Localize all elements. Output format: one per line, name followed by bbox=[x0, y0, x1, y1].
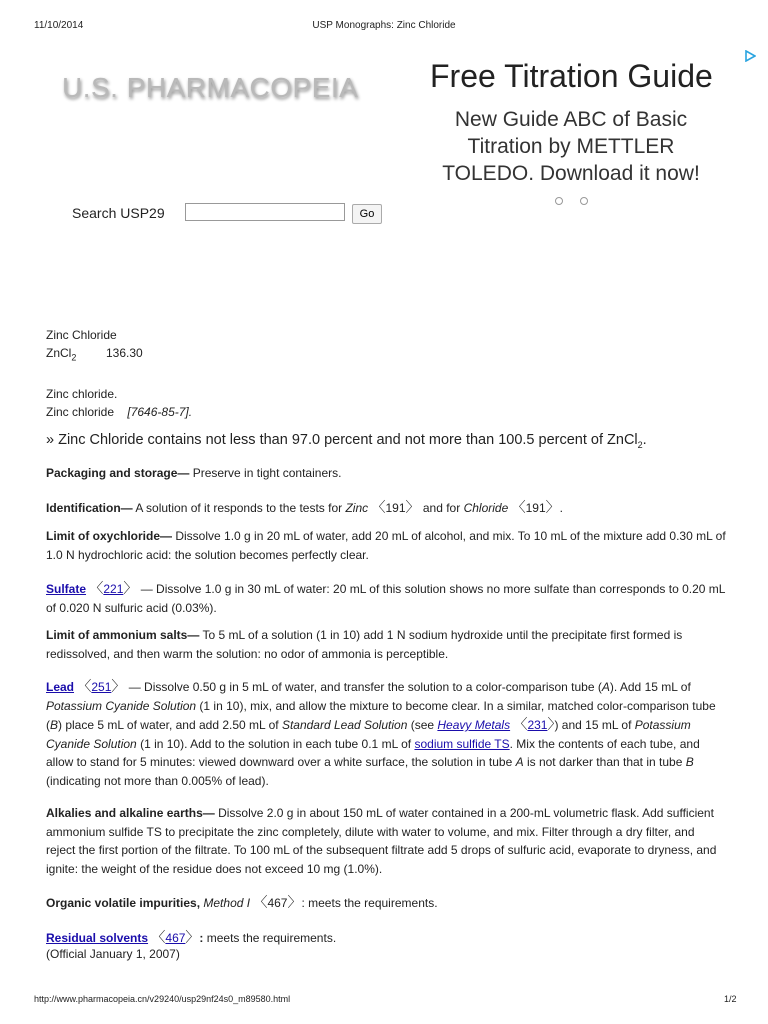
synonym: Zinc chloride. bbox=[46, 387, 118, 401]
usp-logo[interactable]: U.S. PHARMACOPEIA bbox=[62, 72, 359, 103]
section-packaging: Packaging and storage— Preserve in tight containers. bbox=[46, 466, 342, 480]
formula: ZnCl$_2$ bbox=[46, 346, 77, 363]
heavy-metals-link[interactable]: Heavy Metals bbox=[437, 718, 511, 732]
print-title: USP Monographs: Zinc Chloride bbox=[312, 20, 456, 31]
go-button[interactable]: Go bbox=[352, 204, 382, 224]
sulfate-ref-link[interactable]: 221 bbox=[103, 582, 124, 596]
search-input[interactable] bbox=[185, 203, 345, 221]
molecular-weight: 136.30 bbox=[106, 346, 143, 360]
ad-choices-icon[interactable] bbox=[744, 49, 756, 61]
section-ovi: Organic volatile impurities, Method I 〈467〉: meets the requirements. bbox=[46, 894, 438, 910]
ad-title[interactable]: Free Titration Guide bbox=[430, 58, 713, 94]
search-label: Search USP29 bbox=[72, 205, 165, 221]
section-residual-solvents: Residual solvents 〈467〉: meets the requirements. bbox=[46, 929, 337, 945]
sodium-sulfide-ts-link[interactable]: sodium sulfide TS bbox=[414, 736, 510, 751]
residual-solvents-ref-link[interactable]: 467 bbox=[165, 931, 186, 945]
section-lead: Lead 〈251〉 — Dissolve 0.50 g in 5 mL of water, and transfer the solution to a color-comparison tube (A). Add 15 mL of Potassium Cyanide Solution (1 in 10), mix, and allow the mixture to become clear. In a similar, matched color-comparison tube (B) place 5 mL of water, and add 2.50 mL of Standard Lead Solution (see Heavy Metals 〈231〉) and 15 mL of Potassium Cyanide Solution (1 in 10). Add to the solution in each tube 0.1 mL of sodium sulfide TS. Mix the contents of each tube, and allow to stand for 5 minutes: viewed downward over a white surface, the solution in tube A is not darker than that in tube B (indicating not more than 0.005% of lead). bbox=[46, 678, 716, 788]
assay-statement: » Zinc Chloride contains not less than 97.0 percent and not more than 100.5 percent of ZnCl$_2$. bbox=[46, 432, 647, 450]
lead-ref-link[interactable]: 251 bbox=[91, 680, 112, 694]
ad-carousel-dot[interactable] bbox=[555, 197, 563, 205]
ad-body[interactable]: New Guide ABC of Basic Titration by METTLER TOLEDO. Download it now! bbox=[442, 108, 700, 185]
residual-solvents-link[interactable]: Residual solvents bbox=[46, 931, 149, 945]
official-date: (Official January 1, 2007) bbox=[46, 947, 180, 961]
print-page-number: 1/2 bbox=[724, 994, 737, 1004]
print-date: 11/10/2014 bbox=[34, 20, 84, 31]
section-alkalies: Alkalies and alkaline earths— Dissolve 2.0 g in about 150 mL of water contained in a 200-mL volumetric flask. Add sufficient ammonium sulfide TS to precipitate the zinc completely, dilute with water to volume, and mix. Filter through a dry filter, and reject the first portion of the filtrate. To 100 mL of the subsequent filtrate add 5 drops of sulfuric acid, evaporate to dryness, and ignite: the weight of the residue does not exceed 10 mg (1.0%). bbox=[46, 806, 717, 876]
ad-carousel-dot[interactable] bbox=[580, 197, 588, 205]
monograph-name: Zinc Chloride bbox=[46, 328, 117, 342]
section-sulfate: Sulfate 〈221〉 — Dissolve 1.0 g in 30 mL of water: 20 mL of this solution shows no more sulfate than corresponds to 0.20 mL of 0.020 N sulfuric acid (0.03%). bbox=[46, 580, 726, 615]
section-oxychloride: Limit of oxychloride— Dissolve 1.0 g in 20 mL of water, add 20 mL of alcohol, and mix. To 10 mL of the mixture add 0.30 mL of 1.0 N hydrochloric acid: the solution becomes perfectly clear. bbox=[46, 529, 726, 562]
print-url: http://www.pharmacopeia.cn/v29240/usp29nf24s0_m89580.html bbox=[34, 994, 291, 1004]
section-ammonium: Limit of ammonium salts— To 5 mL of a solution (1 in 10) add 1 N sodium hydroxide until the precipitate first formed is redissolved, and then warm the solution: no odor of ammonia is perceptible. bbox=[46, 628, 683, 661]
lead-link[interactable]: Lead bbox=[46, 680, 75, 694]
heavy-metals-ref-link[interactable]: 231 bbox=[527, 718, 548, 732]
sulfate-link[interactable]: Sulfate bbox=[46, 582, 87, 596]
section-identification: Identification— A solution of it responds to the tests for Zinc 〈191〉 and for Chloride 〈191〉. bbox=[46, 499, 563, 515]
synonym-cas: Zinc chloride [7646-85-7]. bbox=[46, 405, 193, 419]
